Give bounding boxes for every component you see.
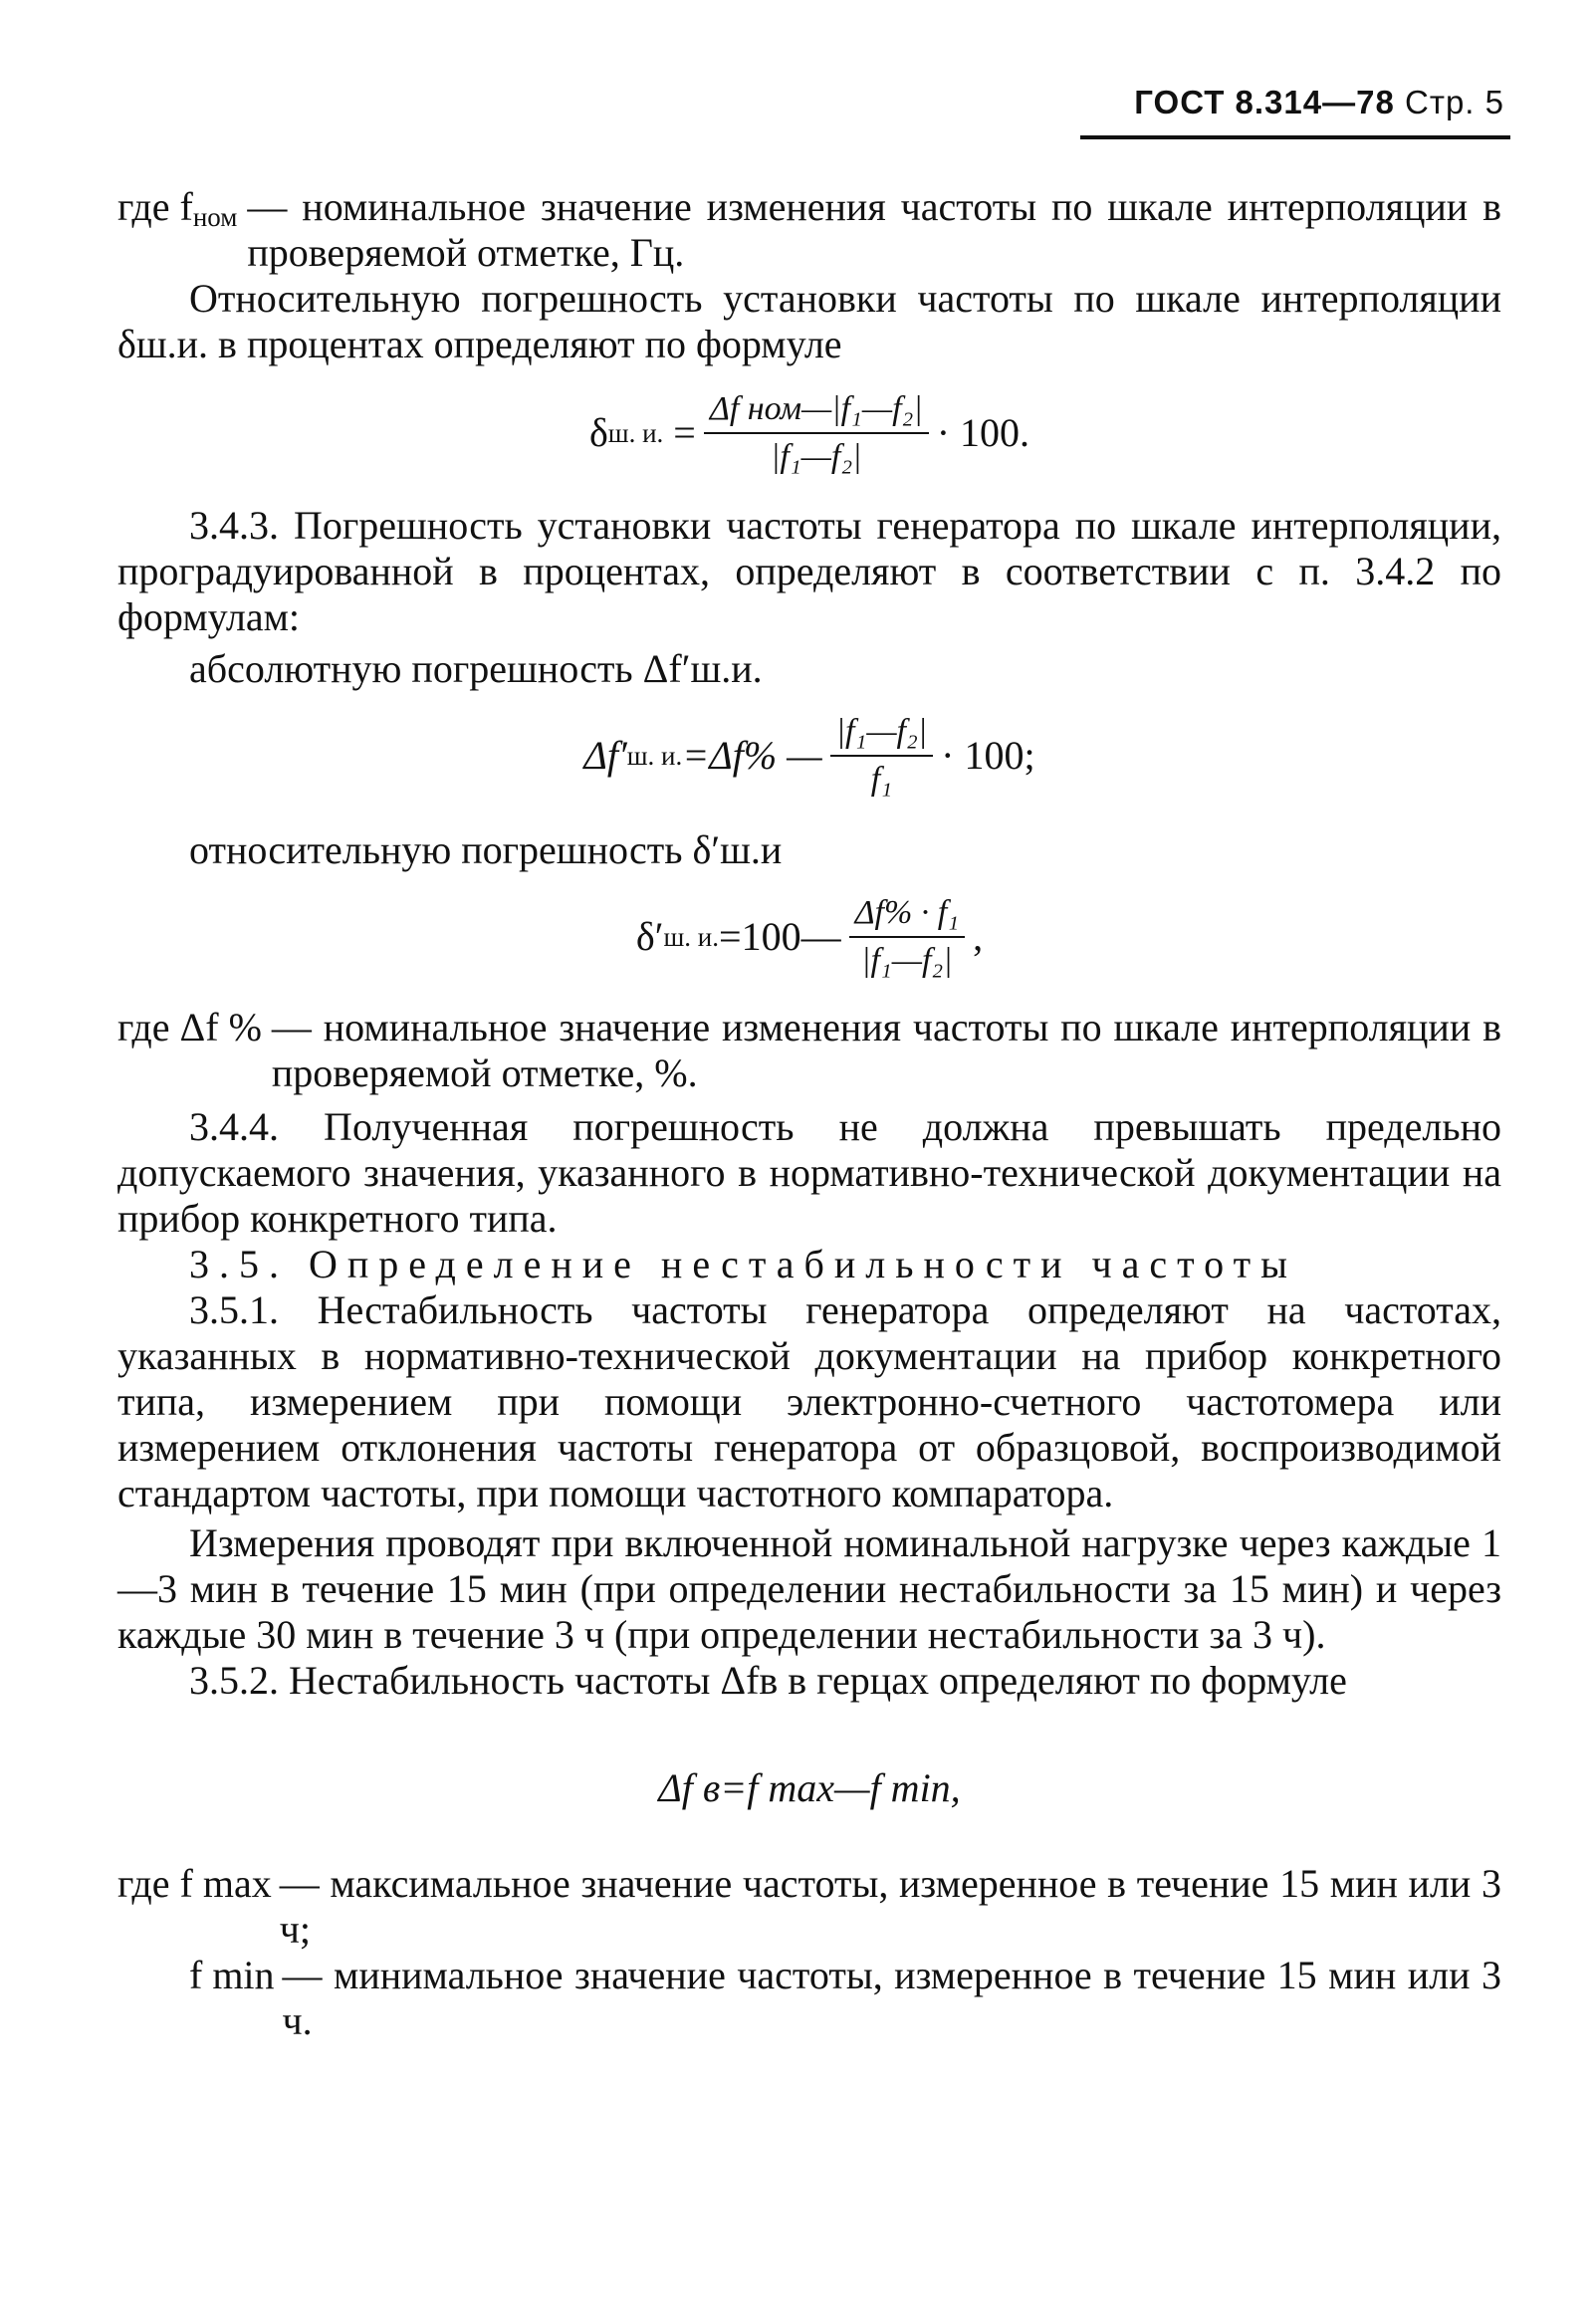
definition-fmin bbox=[117, 1953, 1501, 2044]
definition-label: где f bbox=[117, 184, 193, 229]
paragraph: Относительную погрешность установки частоты по шкале интерполяции δш.и. в процентах определяют по формуле bbox=[117, 276, 1501, 366]
paragraph: Измерения проводят при включенной номинальной нагрузке через каждые 1—3 мин в течение 15 мин (при определении нестабильности за 15 мин) и через каждые 30 мин в течение 3 ч (при определении нестабильности за 3 ч). bbox=[117, 1520, 1501, 1657]
header-rule bbox=[1080, 135, 1510, 139]
paragraph-3-4-4: 3.4.4. Полученная погрешность не должна превышать предельно допускаемого значения, указанного в нормативно-технической документации на прибор конкретного типа. bbox=[117, 1104, 1501, 1241]
fraction: $\frac{\text{Δf ном—|f₁—f₂|}}{\text{|f₁—f₂|}}$ bbox=[704, 389, 929, 477]
formula-absolute-error-percent: Δf′ ш. и. =Δf% — $\frac{\text{|f₁—f₂|}}{\text{f₁}}$ · 100; bbox=[583, 713, 1035, 798]
definition-label: где f max bbox=[117, 1861, 272, 1906]
definition-label-sub: ном bbox=[192, 202, 238, 232]
formula-relative-error: δ ш. и. = $\frac{\text{Δf ном—|f₁—f₂|}}{\text{|f₁—f₂|}}$ · 100. bbox=[588, 390, 1030, 475]
paragraph-3-4-3: 3.4.3. Погрешность установки частоты генератора по шкале интерполяции, проградуированной в процентах, определяют в соответствии с п. 3.4.2 по формулам: bbox=[117, 503, 1501, 639]
page-header bbox=[1134, 84, 1504, 121]
definition-df-percent bbox=[117, 1005, 1501, 1096]
paragraph: абсолютную погрешность Δf′ш.и. bbox=[189, 646, 763, 691]
paragraph: относительную погрешность δ′ш.и bbox=[189, 827, 783, 872]
page-number: Стр. 5 bbox=[1405, 84, 1504, 120]
definition-label: где Δf % bbox=[117, 1005, 262, 1049]
paragraph-3-5-1: 3.5.1. Нестабильность частоты генератора определяют на частотах, указанных в нормативно-технической документации на прибор конкретного типа, измерением при помощи электронно-счетного частотомера или измерением отклонения частоты генератора от образцовой, воспроизводимой стандартом частоты, при помощи частотного компаратора. bbox=[117, 1287, 1501, 1515]
definition-text: — номинальное значение изменения частоты по шкале интерполяции в проверяемой отметке, Гц. bbox=[247, 184, 1501, 275]
formula-instability: Δf в=f max—f min, bbox=[658, 1765, 961, 1810]
definition-label: f min bbox=[189, 1953, 275, 1997]
definition-text: — максимальное значение частоты, измеренное в течение 15 мин или 3 ч; bbox=[279, 1861, 1501, 1952]
definition-fnom bbox=[117, 184, 1501, 276]
definition-text: — минимальное значение частоты, измеренное в течение 15 мин или 3 ч. bbox=[282, 1953, 1501, 2043]
paragraph-3-5-2: 3.5.2. Нестабильность частоты Δfв в герцах определяют по формуле bbox=[189, 1658, 1347, 1703]
section-heading-3-5: 3.5. Определение нестабильности частоты bbox=[189, 1242, 1297, 1286]
definition-text: — номинальное значение изменения частоты по шкале интерполяции в проверяемой отметке, %. bbox=[271, 1005, 1501, 1095]
fraction: $\frac{\text{Δf\% · f₁}}{\text{|f₁—f₂|}}$ bbox=[849, 893, 966, 981]
document-body bbox=[117, 184, 1501, 2044]
fraction: $\frac{\text{|f₁—f₂|}}{\text{f₁}}$ bbox=[830, 712, 933, 800]
formula-relative-error-percent: δ′ ш. и. =100— $\frac{\text{Δf\% · f₁}}{\text{|f₁—f₂|}}$ , bbox=[635, 894, 984, 979]
doc-number: ГОСТ 8.314—78 bbox=[1134, 84, 1395, 120]
definition-fmax bbox=[117, 1861, 1501, 1953]
